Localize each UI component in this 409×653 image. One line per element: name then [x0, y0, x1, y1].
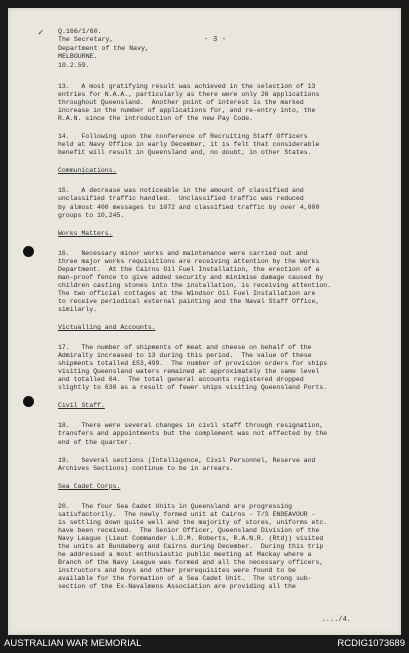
paragraph-line: Navy League (Lieut Commander L.D.M. Roberts, R.A.N.R. (Rtd)) visited: [58, 534, 324, 542]
paragraph-line: satisfactorily. The newly formed unit at Cairns - T/S ENDEAVOUR -: [58, 510, 316, 518]
paragraph-line: 20. The four Sea Cadet Units in Queensland are progressing: [58, 502, 293, 510]
paragraph-line: entries for N.A.A., particularly as there were only 26 applications: [58, 91, 320, 99]
addressee-line: Department of the Navy,: [58, 44, 150, 52]
paragraph-line: shipments totalled £53,499. The number of provision orders for ships: [58, 360, 328, 368]
paragraph-line: the units at Bundaberg and Cairns during December. During this trip: [58, 542, 324, 550]
paragraph: [58, 133, 391, 157]
paragraph-line: groups to 10,245.: [58, 211, 125, 219]
paragraph-line: man-proof fence to give added security and minimise damage caused by: [58, 273, 324, 281]
paragraph-line: slightly to 630 as a result of fewer ships visiting Queensland Ports.: [58, 384, 328, 392]
paragraph-line: section of the Ex-Navalmens Association are providing all the: [58, 583, 296, 591]
punch-hole: [23, 246, 34, 257]
document-body: [58, 83, 391, 601]
section-heading-wrap: [58, 230, 391, 246]
archive-name: AUSTRALIAN WAR MEMORIAL: [4, 638, 142, 649]
paragraph-line: Branch of the Navy League was formed and all the necessary officers,: [58, 559, 324, 567]
paragraph-line: 16. Necessary minor works and maintenance were carried out and: [58, 249, 308, 257]
paragraph-line: throughout Queensland. Another point of interest is the marked: [58, 99, 304, 107]
section-heading-wrap: [58, 167, 391, 183]
section-heading-wrap: [58, 324, 391, 340]
document-page: [8, 8, 401, 635]
paragraph-line: Department. At the Cairns Oil Fuel Installation, the erection of a: [58, 265, 320, 273]
paragraph: [58, 250, 391, 314]
paragraph-line: to receive periodical external painting and the Naval Staff Office,: [58, 297, 320, 305]
archive-footer-bar: [0, 635, 409, 653]
section-heading: Sea Cadet Corps.: [58, 482, 121, 490]
continuation-marker: ..../4.: [321, 616, 351, 624]
pen-mark-icon: ✓: [38, 28, 44, 38]
section-heading: Communications.: [58, 167, 117, 175]
letter-date: 10.2.59.: [58, 61, 90, 69]
paragraph-line: Admiralty increased to 13 during this period. The value of these: [58, 352, 312, 360]
paragraph-line: The two official cottages at the Windsor Oil Fuel Installation are: [58, 289, 316, 297]
paragraph-line: unclassified traffic handled. Unclassified traffic was reduced: [58, 195, 304, 203]
punch-hole: [23, 396, 34, 407]
paragraph-line: 17. The number of shipments of meat and cheese on behalf of the: [58, 344, 312, 352]
section-heading: Civil Staff.: [58, 402, 105, 410]
paragraph-line: transfers and appointments but the complement was not effected by the: [58, 430, 328, 438]
paragraph-line: have been received. The Senior Officer, Queensland Division of the: [58, 526, 320, 534]
paragraph-line: Archives Sections) continue to be in arrears.: [58, 464, 234, 472]
paragraph-line: is settling down quite well and the majority of stores, uniforms etc.: [58, 518, 328, 526]
section-heading-wrap: [58, 483, 391, 499]
paragraph-line: by almost 400 messages to 1072 and classified traffic by over 4,000: [58, 203, 320, 211]
paragraph-line: increase in the number of applications for, and re-entry into, the: [58, 107, 316, 115]
paragraph: [58, 83, 391, 123]
paragraph-line: end of the quarter.: [58, 438, 133, 446]
paragraph-line: children casting stones into the installation, is receiving attention.: [58, 281, 332, 289]
paragraph-line: instructors and boys and other prerequisites were found to be: [58, 567, 296, 575]
section-heading: Works Matters.: [58, 229, 113, 237]
archive-record-id: RCDIG1073689: [337, 638, 405, 649]
paragraph-line: R.A.N. since the introduction of the new Pay Code.: [58, 115, 254, 123]
section-heading-wrap: [58, 402, 391, 418]
section-heading: Victualling and Accounts.: [58, 324, 156, 332]
paragraph: [58, 457, 391, 473]
paragraph-line: 14. Following upon the conference of Recruiting Staff Officers: [58, 133, 308, 141]
paragraph-line: held at Navy Office in early December, it is felt that considerable: [58, 141, 320, 149]
paragraph-line: 13. A most gratifying result was achieved in the selection of 13: [58, 83, 316, 90]
paragraph: [58, 187, 391, 219]
paragraph-line: he addressed a most enthusiastic public meeting at Mackay where a: [58, 550, 312, 558]
paragraph-line: visiting Queensland waters remained at approximately the same level: [58, 368, 320, 376]
paragraph-line: available for the formation of a Sea Cadet Unit. The strong sub-: [58, 575, 312, 583]
paragraph-line: 18. There were several changes in civil staff through resignation,: [58, 422, 324, 430]
paragraph-line: benefit will result in Queensland and, no doubt, in other States.: [58, 149, 312, 157]
file-reference: Q.166/1/60.: [58, 28, 102, 35]
paragraph: [58, 344, 391, 392]
paragraph-line: similarly.: [58, 305, 98, 313]
paragraph-line: and totalled 64. The total general accounts registered dropped: [58, 376, 304, 384]
addressee-line: The Secretary,: [58, 36, 114, 44]
paragraph: [58, 422, 391, 446]
letter-header: [58, 28, 149, 70]
paragraph-line: 15. A decrease was noticeable in the amount of classified and: [58, 187, 304, 195]
addressee-line: MELBOURNE.: [58, 53, 98, 61]
paragraph-line: 19. Several sections (Intelligence, Civil Personnel, Reserve and: [58, 456, 316, 464]
paragraph: [58, 503, 391, 592]
paragraph-line: three major works requisitions are receiving attention by the Works: [58, 257, 320, 265]
page-number: - 3 -: [204, 36, 227, 44]
